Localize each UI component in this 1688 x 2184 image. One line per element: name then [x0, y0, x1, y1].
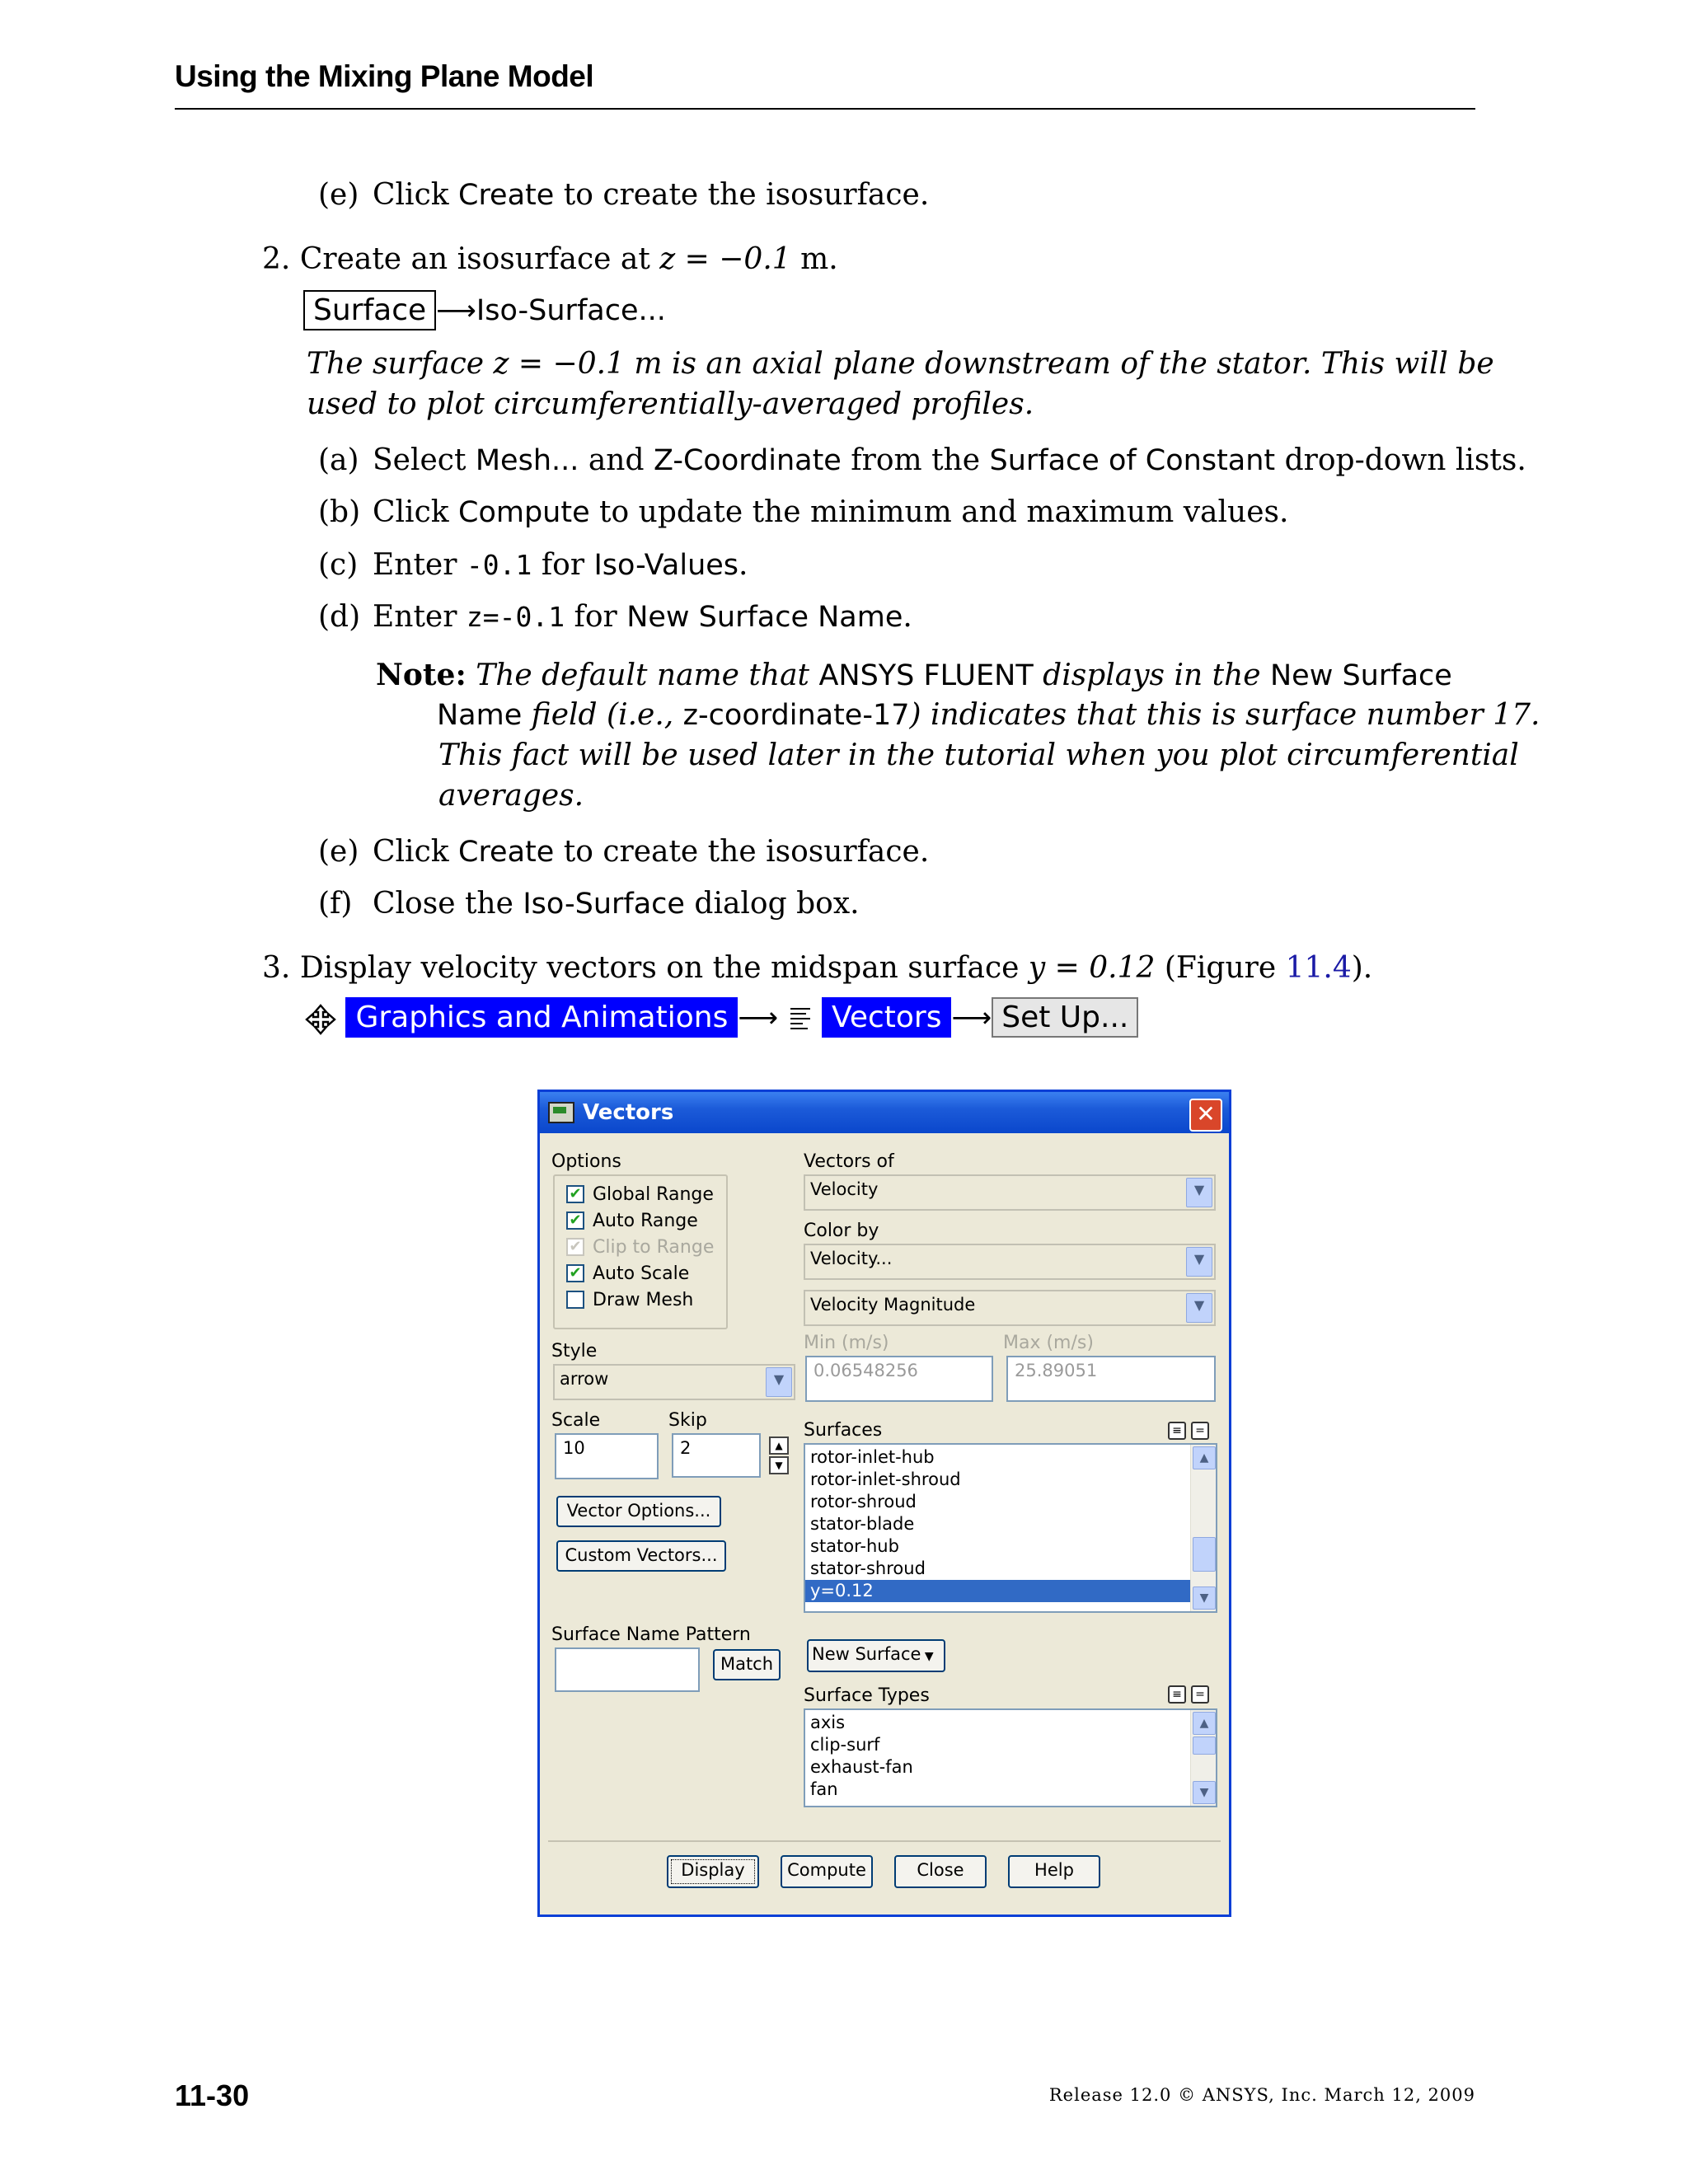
surfaces-items	[805, 1446, 1191, 1602]
scroll-up-icon[interactable]: ▲	[1193, 1712, 1216, 1735]
options-label: Options	[551, 1151, 621, 1172]
list-icon	[788, 1005, 813, 1033]
auto-scale-label: Auto Scale	[593, 1263, 690, 1284]
surfaces-list[interactable]	[804, 1443, 1217, 1613]
deselect-all-icon[interactable]: =	[1191, 1422, 1209, 1440]
surface-menu-path	[303, 293, 666, 327]
surface-types-scrollbar[interactable]	[1190, 1710, 1216, 1806]
list-item[interactable]: axis	[810, 1713, 846, 1732]
figure-link[interactable]: 11.4	[1285, 951, 1352, 985]
list-item[interactable]: stator-hub	[810, 1536, 899, 1556]
step-2-heading: 2. Create an isosurface at z = −0.1 m.	[262, 242, 838, 276]
list-item[interactable]: rotor-inlet-hub	[810, 1447, 935, 1467]
vectors-dialog	[537, 1090, 1231, 1917]
list-item[interactable]: y=0.12	[805, 1580, 1191, 1602]
min-label: Min (m/s)	[804, 1333, 889, 1353]
auto-range-checkbox[interactable]: ✔	[566, 1212, 584, 1230]
list-item[interactable]: stator-shroud	[810, 1558, 926, 1578]
note-line-3: This fact will be used later in the tutorial when you plot circumferential	[438, 738, 1519, 772]
surfaces-label: Surfaces	[804, 1420, 883, 1441]
surface-types-list[interactable]	[804, 1708, 1217, 1807]
match-button[interactable]: Match	[713, 1649, 781, 1680]
iso-surface-menu-item: Iso-Surface...	[476, 294, 666, 327]
max-label: Max (m/s)	[1003, 1333, 1094, 1353]
list-item[interactable]: fan	[810, 1779, 838, 1799]
color-by-label: Color by	[804, 1221, 879, 1241]
scroll-down-icon[interactable]: ▼	[1193, 1586, 1216, 1610]
draw-mesh-label: Draw Mesh	[593, 1290, 694, 1310]
skip-label: Skip	[668, 1410, 707, 1431]
scale-label: Scale	[551, 1410, 601, 1431]
compute-button[interactable]: Compute	[781, 1855, 873, 1888]
surface-menu-box: Surface	[303, 290, 436, 330]
draw-mesh-checkbox[interactable]	[566, 1291, 584, 1309]
scroll-thumb[interactable]	[1193, 1537, 1216, 1572]
step-2-a: (a) Select Mesh... and Z-Coordinate from the Surface of Constant drop-down lists.	[318, 443, 1526, 477]
page-number: 11-30	[175, 2079, 250, 2112]
scroll-thumb[interactable]	[1193, 1736, 1216, 1755]
min-value-field: 0.06548256	[805, 1356, 993, 1402]
note-label: Note:	[376, 658, 467, 692]
clip-to-range-checkbox: ✔	[566, 1238, 584, 1256]
vector-options-button[interactable]: Vector Options...	[556, 1496, 721, 1527]
step-2-d: (d) Enter z=-0.1 for New Surface Name.	[318, 600, 912, 634]
display-button[interactable]: Display	[667, 1855, 759, 1888]
step-3-heading: 3. Display velocity vectors on the midspan surface y = 0.12 (Figure 11.4).	[262, 951, 1373, 985]
dialog-title: Vectors	[583, 1100, 674, 1125]
style-label: Style	[551, 1341, 598, 1361]
new-surface-button[interactable]: New Surface ▼	[807, 1639, 945, 1672]
list-item[interactable]: exhaust-fan	[810, 1757, 913, 1777]
step-2-b: (b) Click Compute to update the minimum and maximum values.	[318, 495, 1289, 529]
surfaces-scrollbar[interactable]	[1190, 1445, 1216, 1611]
release-info: Release 12.0 © ANSYS, Inc. March 12, 2009	[1048, 2085, 1475, 2105]
dialog-separator	[548, 1840, 1221, 1842]
help-button[interactable]: Help	[1008, 1855, 1100, 1888]
step-2-italic-line-2: used to plot circumferentially-averaged profiles.	[307, 387, 1034, 421]
vectors-of-label: Vectors of	[804, 1151, 894, 1172]
max-value-field: 25.89051	[1006, 1356, 1216, 1402]
step-2-c: (c) Enter -0.1 for Iso-Values.	[318, 548, 748, 582]
prev-step-e: (e) Click Create to create the isosurface.	[318, 178, 930, 212]
list-item[interactable]: clip-surf	[810, 1735, 880, 1755]
vectors-of-dropdown[interactable]: Velocity ▼	[804, 1174, 1216, 1211]
close-icon[interactable]: ✕	[1189, 1099, 1222, 1132]
auto-range-label: Auto Range	[593, 1211, 698, 1231]
surface-name-pattern-label: Surface Name Pattern	[551, 1624, 751, 1645]
color-by-dropdown[interactable]: Velocity... ▼	[804, 1244, 1216, 1280]
skip-input[interactable]: 2	[672, 1433, 761, 1478]
global-range-label: Global Range	[593, 1184, 714, 1205]
chevron-down-icon: ▼	[1186, 1178, 1212, 1207]
note-line-2: Name field (i.e., z-coordinate-17) indicates that this is surface number 17.	[437, 698, 1540, 732]
set-up-nav-button: Set Up...	[992, 997, 1138, 1038]
chevron-down-icon: ▼	[766, 1367, 792, 1397]
select-all-icon[interactable]: ≡	[1168, 1422, 1186, 1440]
list-item[interactable]: rotor-shroud	[810, 1492, 917, 1511]
step-2-f: (f) Close the Iso-Surface dialog box.	[318, 887, 860, 921]
vectors-nav: Vectors	[822, 997, 951, 1038]
graphics-and-animations-nav: Graphics and Animations	[345, 997, 738, 1038]
chevron-down-icon: ▼	[1186, 1293, 1212, 1323]
select-all-types-icon[interactable]: ≡	[1168, 1685, 1186, 1704]
note-line-1: Note: The default name that ANSYS FLUENT displays in the New Surface	[376, 658, 1452, 692]
chevron-down-icon: ▼	[1186, 1247, 1212, 1277]
style-dropdown[interactable]: arrow ▼	[553, 1364, 795, 1400]
scroll-up-icon[interactable]: ▲	[1193, 1446, 1216, 1469]
dialog-title-bar[interactable]	[540, 1092, 1229, 1133]
scale-input[interactable]: 10	[555, 1433, 659, 1479]
step-2-e: (e) Click Create to create the isosurface.	[318, 835, 930, 869]
global-range-checkbox[interactable]: ✔	[566, 1185, 584, 1203]
color-by-quantity-dropdown[interactable]: Velocity Magnitude ▼	[804, 1290, 1216, 1326]
surface-types-label: Surface Types	[804, 1685, 930, 1706]
move-arrows-icon	[305, 1004, 336, 1035]
list-item[interactable]: stator-blade	[810, 1514, 915, 1534]
auto-scale-checkbox[interactable]: ✔	[566, 1264, 584, 1282]
caret-down-icon: ▼	[921, 1650, 934, 1663]
running-header: Using the Mixing Plane Model	[175, 59, 594, 93]
header-rule	[175, 108, 1475, 110]
list-item[interactable]: rotor-inlet-shroud	[810, 1469, 961, 1489]
clip-to-range-label: Clip to Range	[593, 1237, 715, 1258]
note-line-4: averages.	[438, 779, 584, 813]
skip-down-arrow-icon[interactable]: ▼	[769, 1456, 789, 1474]
step-2-italic-line-1: The surface z = −0.1 m is an axial plane downstream of the stator. This will be	[307, 347, 1494, 381]
custom-vectors-button[interactable]: Custom Vectors...	[556, 1540, 726, 1572]
surface-name-pattern-input[interactable]	[555, 1647, 700, 1692]
close-button[interactable]: Close	[894, 1855, 987, 1888]
menu-arrow: ⟶	[436, 294, 476, 327]
fluent-app-icon	[548, 1102, 574, 1123]
skip-up-arrow-icon[interactable]: ▲	[769, 1436, 789, 1455]
graphics-nav-path: Graphics and Animations ⟶ Vectors ⟶ Set Up...	[305, 1001, 1138, 1035]
scroll-down-icon[interactable]: ▼	[1193, 1781, 1216, 1804]
deselect-all-types-icon[interactable]: =	[1191, 1685, 1209, 1704]
surface-types-items	[805, 1712, 1191, 1801]
